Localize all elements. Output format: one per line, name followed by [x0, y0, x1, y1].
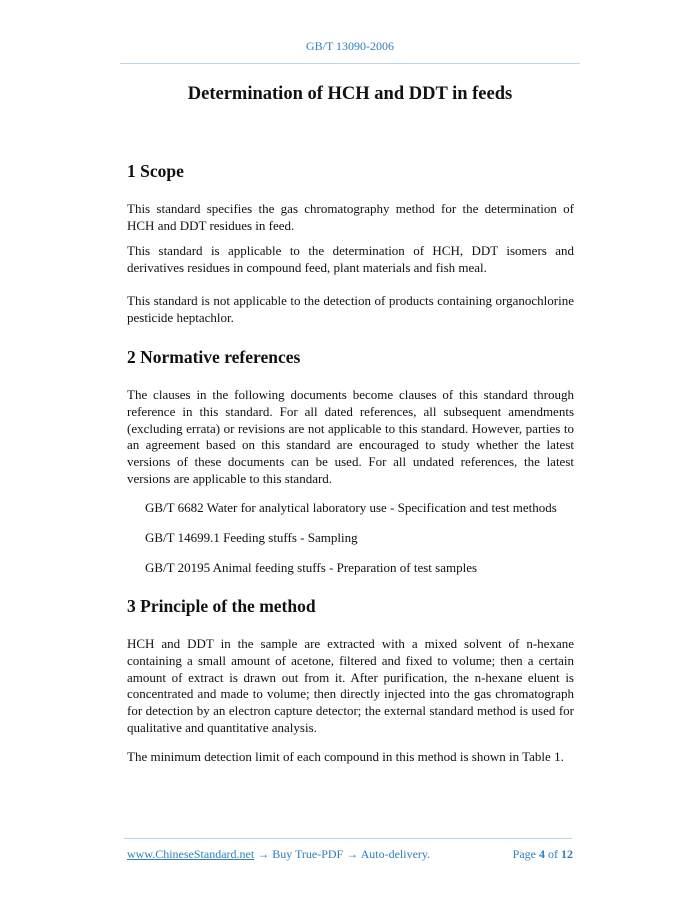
section-heading-scope: 1 Scope: [127, 161, 184, 181]
section-heading-normative-references: 2 Normative references: [127, 347, 301, 367]
page-label: Page: [512, 847, 536, 861]
header-divider: [120, 63, 580, 64]
current-page: 4: [539, 847, 545, 861]
footer-divider: [124, 838, 572, 839]
paragraph: This standard is not applicable to the detection of products containing organochlorine pesticide heptachlor.: [127, 293, 574, 325]
paragraph: This standard is applicable to the determination of HCH, DDT isomers and derivatives residues in compound feed, plant materials and fish meal.: [127, 243, 574, 275]
buy-text: Buy True-PDF: [272, 847, 344, 861]
section-heading-principle: 3 Principle of the method: [127, 596, 316, 616]
document-id-header: GB/T 13090-2006: [305, 39, 395, 53]
page-number: [513, 847, 573, 862]
website-link[interactable]: www.ChineseStandard.net: [127, 847, 255, 861]
delivery-text: Auto-delivery.: [360, 847, 431, 861]
paragraph: This standard specifies the gas chromatography method for the determination of HCH and DDT residues in feed.: [127, 201, 574, 233]
reference-item: GB/T 20195 Animal feeding stuffs - Preparation of test samples: [145, 560, 478, 575]
arrow-icon: →: [346, 847, 359, 861]
reference-item: GB/T 6682 Water for analytical laboratory use - Specification and test methods: [145, 500, 557, 515]
footer-promo: [127, 847, 430, 862]
total-pages: 12: [561, 847, 573, 861]
paragraph: The clauses in the following documents become clauses of this standard through reference in this standard. For all dated references, all subsequent amendments (excluding errata) or revisions are not applicable to this standard. However, parties to an agreement based on this standard are encouraged to study whether the latest versions of these documents can be used. For all undated references, the latest versions are applicable to this standard.: [127, 387, 574, 486]
reference-item: GB/T 14699.1 Feeding stuffs - Sampling: [145, 530, 358, 545]
footer: [127, 847, 573, 862]
paragraph: HCH and DDT in the sample are extracted with a mixed solvent of n-hexane containing a small amount of acetone, filtered and fixed to volume; then a certain amount of extract is drawn out from it. After purification, the n-hexane eluent is concentrated and made to volume; then directly injected into the gas chromatograph for detection by an electron capture detector; the external standard method is used for qualitative and quantitative analysis.: [127, 636, 574, 735]
arrow-icon: →: [257, 847, 270, 861]
of-label: of: [548, 847, 558, 861]
paragraph: The minimum detection limit of each compound in this method is shown in Table 1.: [127, 749, 564, 764]
page-title: Determination of HCH and DDT in feeds: [187, 84, 513, 104]
